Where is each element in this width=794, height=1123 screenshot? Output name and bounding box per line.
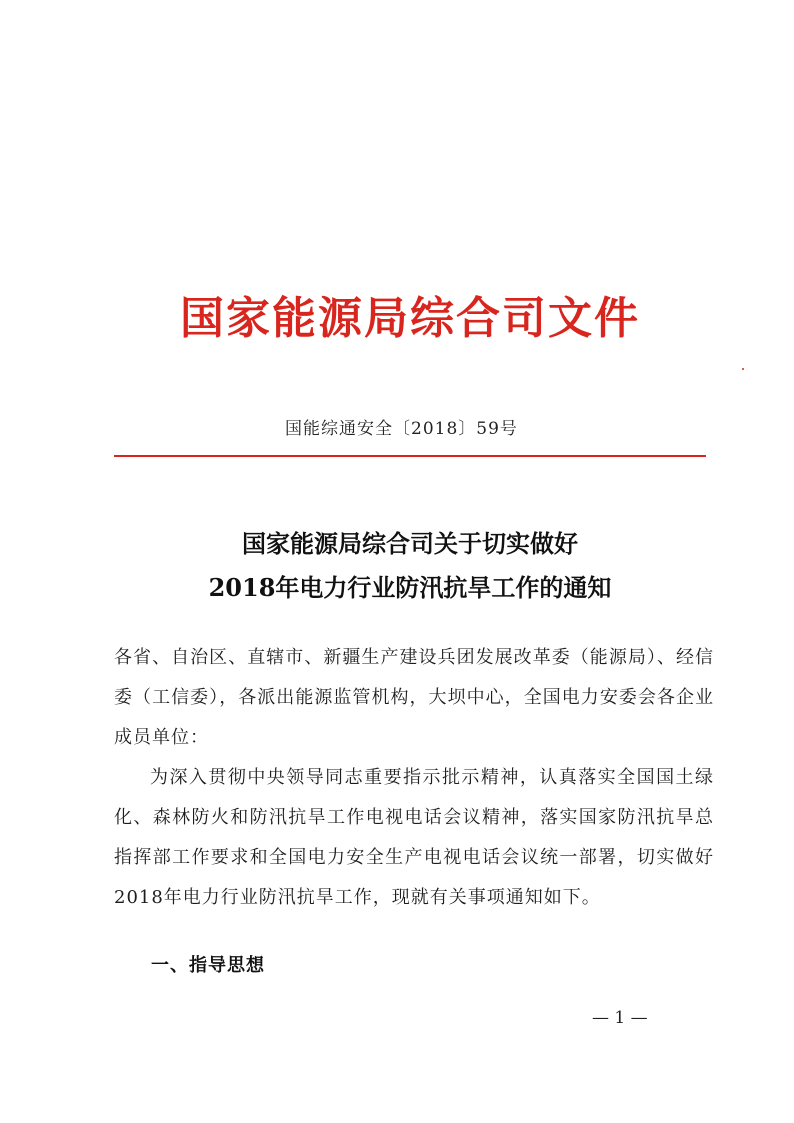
document-body	[114, 638, 714, 918]
section-heading-1: 一、指导思想	[151, 955, 265, 976]
intro-paragraph: 为深入贯彻中央领导同志重要指示批示精神，认真落实全国国土绿化、森林防火和防汛抗旱工作电视电话会议精神，落实国家防汛抗旱总指挥部工作要求和全国电力安全生产电视电话会议统一部署，切实做好2018年电力行业防汛抗旱工作，现就有关事项通知如下。	[114, 767, 714, 908]
issuer-title: 国家能源局综合司文件	[180, 293, 640, 344]
page-number: — 1 —	[592, 1008, 648, 1028]
document-title	[110, 522, 710, 610]
document-number: 国能综通安全〔2018〕59号	[285, 419, 518, 439]
scan-speck	[742, 368, 744, 370]
document-title-line-1: 国家能源局综合司关于切实做好	[242, 529, 578, 558]
recipients-paragraph: 各省、自治区、直辖市、新疆生产建设兵团发展改革委（能源局）、经信委（工信委），各派出能源监管机构，大坝中心，全国电力安委会各企业成员单位：	[114, 647, 714, 748]
document-title-line-2: 2018年电力行业防汛抗旱工作的通知	[208, 573, 612, 602]
red-divider	[114, 455, 706, 457]
